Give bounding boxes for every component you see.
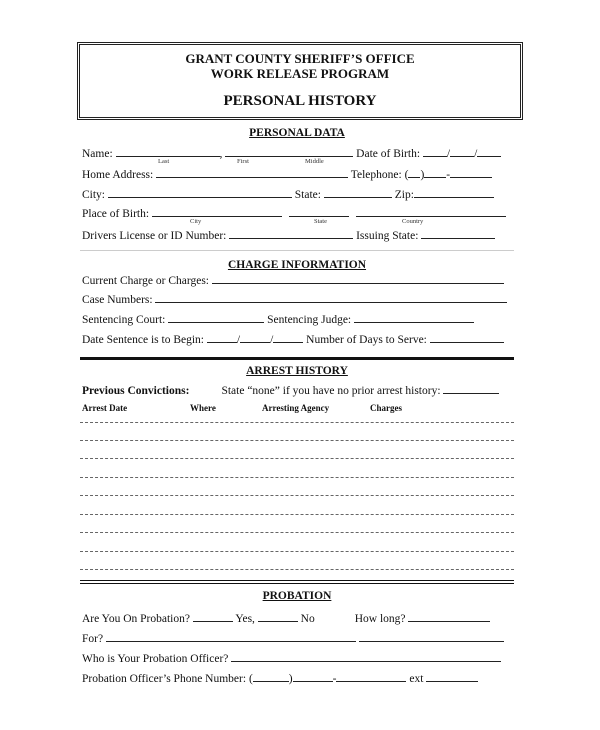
arrest-line[interactable]: [80, 458, 514, 459]
section-charge: CHARGE INFORMATION: [227, 259, 367, 271]
program-name: WORK RELEASE PROGRAM: [210, 66, 390, 81]
zip-field[interactable]: [414, 186, 494, 198]
label: Yes,: [235, 613, 255, 625]
double-divider: [80, 580, 514, 584]
arrest-line[interactable]: [80, 569, 514, 570]
label: Case Numbers:: [82, 294, 153, 306]
case-numbers-field[interactable]: [155, 291, 507, 303]
officer-row: [82, 650, 501, 666]
name-row: Name: , Date of Birth: / /: [82, 145, 501, 161]
label: Current Charge or Charges:: [82, 275, 210, 287]
arrest-line[interactable]: [80, 477, 514, 478]
dob-day[interactable]: [450, 145, 474, 157]
charge-row: [82, 272, 504, 288]
birthplace-row: [82, 205, 506, 221]
for-field-b[interactable]: [359, 630, 504, 642]
none-field[interactable]: [443, 382, 499, 394]
probation-field[interactable]: [193, 610, 233, 622]
label: State “none” if you have no prior arrest history:: [221, 385, 441, 397]
sublabel-city: City: [190, 218, 202, 225]
sublabel-first: First: [237, 158, 249, 165]
officer-field[interactable]: [231, 650, 501, 662]
label: Sentencing Court:: [82, 314, 166, 326]
area-code-field[interactable]: [408, 166, 420, 178]
sublabel-middle: Middle: [305, 158, 324, 165]
label: Name:: [82, 148, 113, 160]
label: Previous Convictions:: [82, 385, 190, 397]
header-box: [77, 42, 523, 120]
phone-number[interactable]: [450, 166, 492, 178]
phone-prefix[interactable]: [424, 166, 446, 178]
label: Are You On Probation?: [82, 613, 190, 625]
home-address-field[interactable]: [156, 166, 348, 178]
sublabel-country: Country: [402, 218, 424, 225]
arrest-line[interactable]: [80, 495, 514, 496]
dob-year[interactable]: [477, 145, 501, 157]
sentencing-judge-field[interactable]: [354, 311, 474, 323]
license-field[interactable]: [229, 227, 353, 239]
court-row: [82, 311, 474, 327]
first-middle-field[interactable]: [225, 145, 353, 157]
license-row: [82, 227, 495, 243]
begin-row: Date Sentence is to Begin: / / Number of Days to Serve:: [82, 331, 504, 347]
label: Drivers License or ID Number:: [82, 230, 227, 242]
days-field[interactable]: [430, 331, 504, 343]
officer-phone-row: Probation Officer’s Phone Number: ( ) - ext: [82, 670, 478, 686]
label: Zip:: [394, 189, 414, 201]
birth-city-field[interactable]: [152, 205, 282, 217]
label: Probation Officer’s Phone Number:: [82, 673, 247, 685]
issuing-state-field[interactable]: [421, 227, 495, 239]
arrest-line[interactable]: [80, 422, 514, 423]
office-name: GRANT COUNTY SHERIFF’S OFFICE: [185, 51, 415, 66]
arrest-line[interactable]: [80, 532, 514, 533]
col-where: Where: [190, 403, 216, 413]
dob-month[interactable]: [423, 145, 447, 157]
convictions-row: [82, 382, 499, 398]
section-personal-data: PERSONAL DATA: [249, 127, 345, 139]
label: Telephone:: [350, 169, 402, 181]
current-charge-field[interactable]: [212, 272, 504, 284]
home-row: Home Address: Telephone: ( ) -: [82, 166, 492, 182]
birth-country-field[interactable]: [356, 205, 506, 217]
label: Who is Your Probation Officer?: [82, 653, 229, 665]
sublabel-state: State: [314, 218, 327, 225]
col-arrest-date: Arrest Date: [82, 403, 128, 413]
city-row: [82, 186, 494, 202]
case-row: [82, 291, 507, 307]
city-field[interactable]: [108, 186, 292, 198]
label: No: [300, 613, 315, 625]
officer-phone-prefix[interactable]: [293, 670, 333, 682]
section-probation: PROBATION: [262, 590, 332, 602]
sentencing-court-field[interactable]: [168, 311, 264, 323]
ext-field[interactable]: [426, 670, 478, 682]
birth-state-field[interactable]: [289, 205, 349, 217]
begin-day[interactable]: [240, 331, 270, 343]
officer-phone-number[interactable]: [336, 670, 406, 682]
label: State:: [294, 189, 321, 201]
label: Date Sentence is to Begin:: [82, 334, 204, 346]
arrest-line[interactable]: [80, 551, 514, 552]
begin-month[interactable]: [207, 331, 237, 343]
section-arrest: ARREST HISTORY: [246, 365, 348, 377]
sublabel-last: Last: [158, 158, 170, 165]
label: ext: [409, 673, 424, 685]
officer-area-code[interactable]: [253, 670, 289, 682]
thick-divider: [80, 357, 514, 360]
last-name-field[interactable]: [116, 145, 220, 157]
label: Issuing State:: [356, 230, 419, 242]
col-agency: Arresting Agency: [262, 403, 330, 413]
form-title: PERSONAL HISTORY: [223, 93, 377, 109]
for-field-a[interactable]: [106, 630, 356, 642]
arrest-line[interactable]: [80, 514, 514, 515]
probation-row: [82, 610, 490, 626]
arrest-line[interactable]: [80, 440, 514, 441]
label: How long?: [354, 613, 406, 625]
divider: [80, 250, 514, 251]
label: For?: [82, 633, 104, 645]
label: Sentencing Judge:: [267, 314, 352, 326]
label: Number of Days to Serve:: [306, 334, 427, 346]
col-charges: Charges: [370, 403, 402, 413]
label: Date of Birth:: [356, 148, 421, 160]
yes-field[interactable]: [258, 610, 298, 622]
how-long-field[interactable]: [408, 610, 490, 622]
state-field[interactable]: [324, 186, 392, 198]
for-row: [82, 630, 504, 646]
label: City:: [82, 189, 106, 201]
label: Home Address:: [82, 169, 154, 181]
begin-year[interactable]: [273, 331, 303, 343]
label: Place of Birth:: [82, 208, 150, 220]
